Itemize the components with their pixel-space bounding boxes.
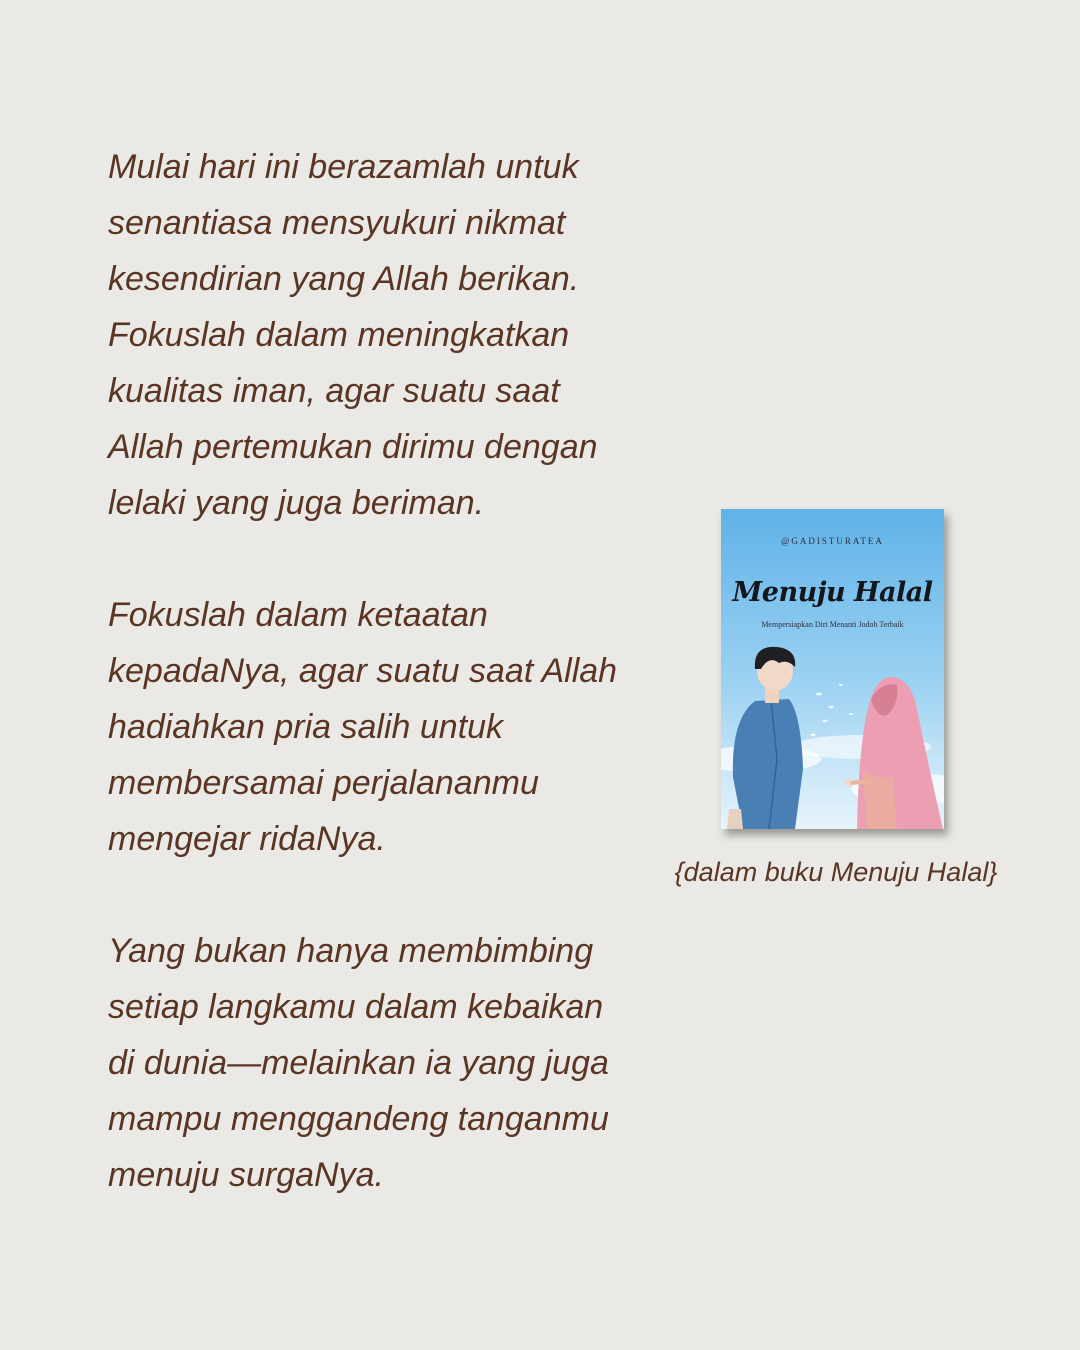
quote-line: menuju surgaNya. — [108, 1156, 384, 1194]
quote-line: kesendirian yang Allah berikan. — [108, 260, 580, 298]
quote-line: mengejar ridaNya. — [108, 820, 386, 858]
book-subtitle: Mempersiapkan Diri Menanti Jodoh Terbaik — [761, 620, 904, 629]
book-author: @GADISTURATEA — [781, 536, 884, 546]
quote-text — [108, 139, 668, 1203]
quote-paragraph-2 — [108, 587, 668, 867]
quote-line: kepadaNya, agar suatu saat Allah — [108, 652, 618, 690]
quote-paragraph-1 — [108, 139, 668, 531]
quote-line: membersamai perjalananmu — [108, 764, 539, 802]
quote-line: kualitas iman, agar suatu saat — [108, 372, 560, 410]
quote-line: Fokuslah dalam ketaatan — [108, 596, 488, 634]
quote-line: Fokuslah dalam meningkatkan — [108, 316, 570, 354]
quote-line: setiap langkamu dalam kebaikan — [108, 988, 604, 1026]
book-cover — [721, 509, 944, 829]
book-cover-illustration — [721, 509, 944, 829]
quote-line: hadiahkan pria salih untuk — [108, 708, 504, 746]
book-title: Menuju Halal — [732, 577, 933, 608]
quote-line: senantiasa mensyukuri nikmat — [108, 204, 566, 242]
book-caption: {dalam buku Menuju Halal} — [674, 857, 998, 887]
quote-line: Allah pertemukan dirimu dengan — [108, 428, 598, 466]
quote-line: lelaki yang juga beriman. — [108, 484, 485, 522]
quote-paragraph-3 — [108, 923, 668, 1203]
quote-line: Yang bukan hanya membimbing — [108, 932, 594, 970]
quote-line: mampu menggandeng tanganmu — [108, 1100, 609, 1138]
quote-line: Mulai hari ini berazamlah untuk — [108, 148, 579, 186]
quote-line: di dunia—melainkan ia yang juga — [108, 1044, 609, 1082]
